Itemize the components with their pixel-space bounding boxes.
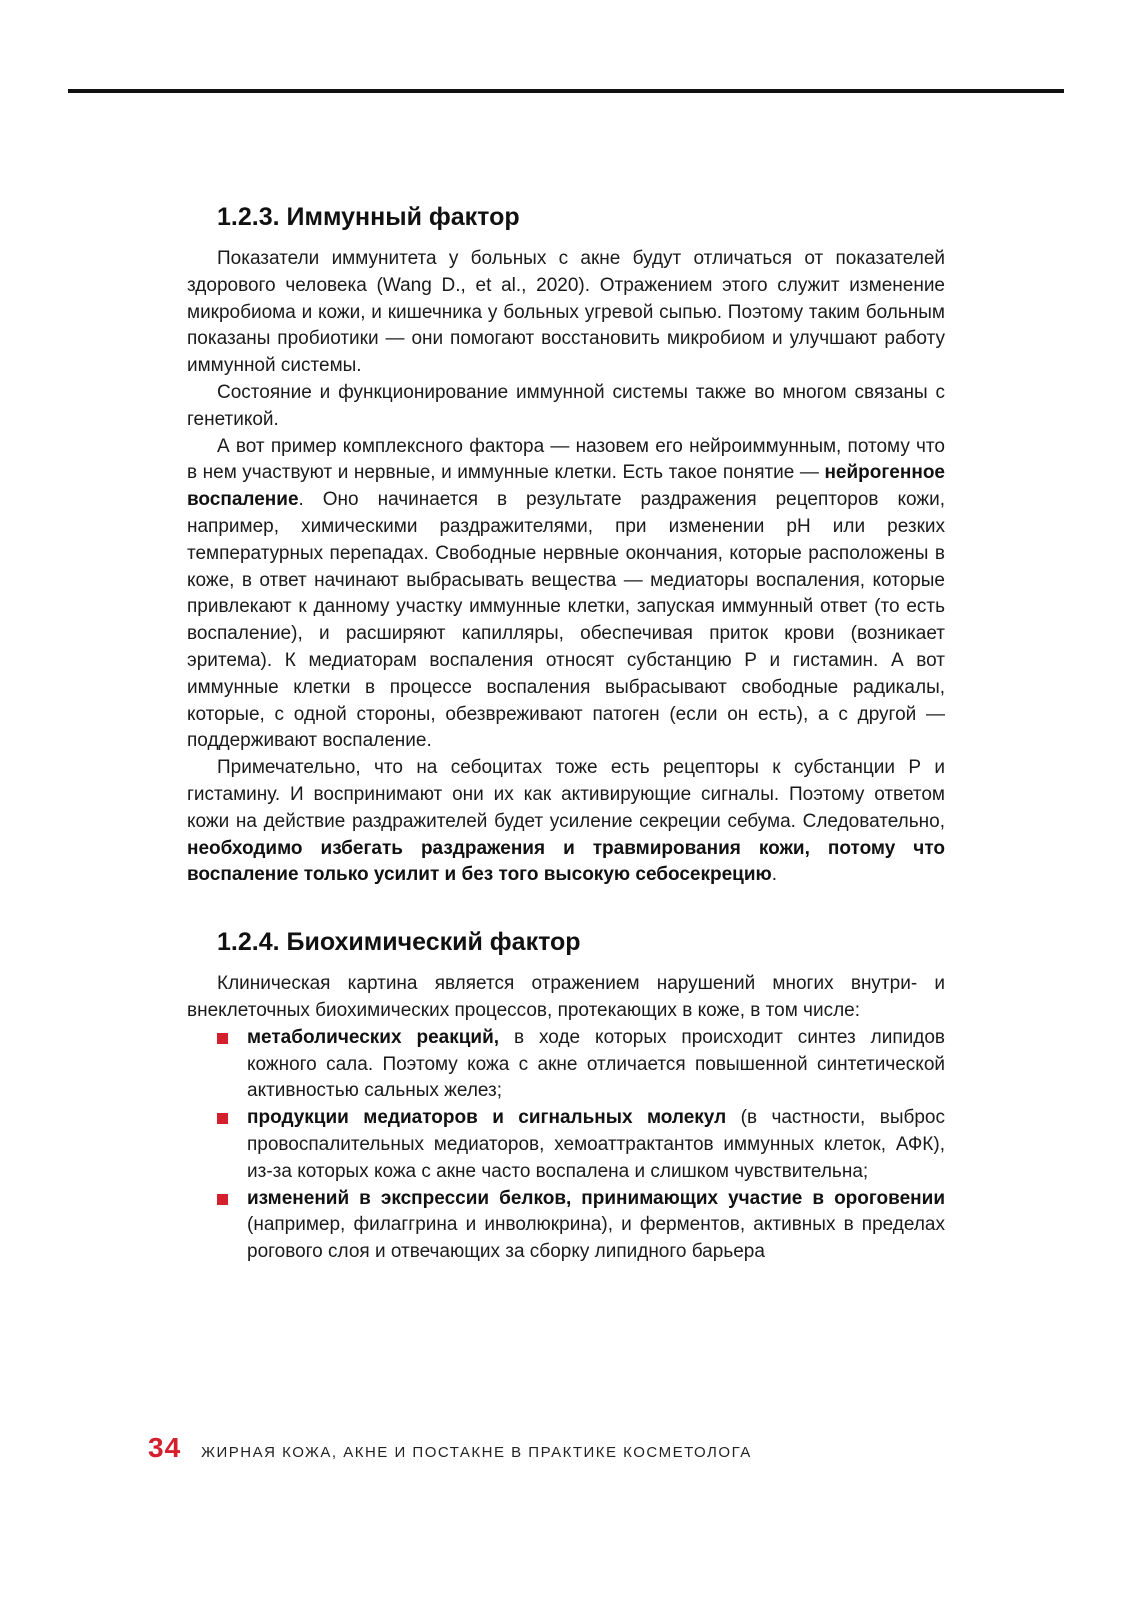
page-footer xyxy=(148,1432,752,1464)
bullet-square-icon xyxy=(217,1113,228,1124)
text-run: А вот пример комплексного фактора — назовем его нейроиммунным, потому что в нем участвуют и нервные, и иммунные клетки. Есть такое понятие — xyxy=(187,435,945,484)
text-run: (например, филаггрина и инволюкрина), и ферментов, активных в пределах рогового слоя и отвечающих за сборку липидного барьера xyxy=(247,1214,945,1263)
text-run: (в частности, выброс провоспалительных медиаторов, хемоаттрактантов иммунных клеток, АФК), из-за которых кожа с акне часто воспалена и слишком чувствительна; xyxy=(247,1107,945,1182)
bold-term: необходимо избегать раздражения и травмирования кожи, потому что воспаление только усилит и без того высокую себосекрецию xyxy=(187,837,945,886)
paragraph xyxy=(187,380,945,434)
bullet-list xyxy=(187,1025,945,1266)
text-run: Показатели иммунитета у больных с акне будут отличаться от показателей здорового человека (Wang D., et al., 2020). Отражением этого служит изменение микробиома и кожи, и кишечника у больных угревой сыпью. Поэтому таким больным показаны пробиотики — они помогают восстановить микробиом и улучшают работу иммунной системы. xyxy=(187,248,945,377)
bullet-square-icon xyxy=(217,1194,228,1205)
section-heading-biochemical: 1.2.4. Биохимический фактор xyxy=(217,928,581,957)
text-run: Примечательно, что на себоцитах тоже есть рецепторы к субстанции Р и гистамину. И воспринимают они их как активирующие сигналы. Поэтому ответом кожи на действие раздражителей будет усиление секреции себума. Следовательно, xyxy=(187,757,945,832)
page-content xyxy=(187,200,945,1266)
bullet-square-icon xyxy=(217,1033,228,1044)
list-item-text xyxy=(247,1027,945,1102)
bold-term: продукции медиаторов и сигнальных молекул xyxy=(247,1107,727,1129)
list-item xyxy=(187,1025,945,1105)
bold-term: метаболических реакций, xyxy=(247,1026,500,1048)
paragraph-intro: Клиническая картина является отражением нарушений многих внутри- и внеклеточных биохимических процессов, протекающих в коже, в том числе: xyxy=(187,973,945,1021)
top-rule xyxy=(68,89,1064,93)
list-item-text xyxy=(247,1188,945,1263)
bold-term: изменений в экспрессии белков, принимающих участие в ороговении xyxy=(247,1187,945,1209)
running-title: ЖИРНАЯ КОЖА, АКНЕ И ПОСТАКНЕ В ПРАКТИКЕ КОСМЕТОЛОГА xyxy=(201,1444,752,1461)
list-item xyxy=(187,1105,945,1185)
page-number: 34 xyxy=(148,1432,182,1463)
text-run: в ходе которых происходит синтез липидов кожного сала. Поэтому кожа с акне отличается повышенной синтетической активностью сальных желез; xyxy=(247,1026,945,1102)
paragraph xyxy=(187,434,945,756)
section-body-immune xyxy=(187,246,945,889)
list-item xyxy=(187,1186,945,1266)
text-run: Состояние и функционирование иммунной системы также во многом связаны с генетикой. xyxy=(187,381,945,430)
section-heading-immune: 1.2.3. Иммунный фактор xyxy=(217,203,520,231)
bold-term: нейрогенное воспаление xyxy=(187,462,945,511)
paragraph xyxy=(187,246,945,380)
text-run: . xyxy=(771,864,778,886)
list-item-text xyxy=(247,1107,945,1182)
text-run: . Оно начинается в результате раздражения рецепторов кожи, например, химическими раздражителями, при изменении pH или резких температурных перепадах. Свободные нервные окончания, которые расположены в коже, в ответ начинают выбрасывать вещества — медиаторы воспаления, которые привлекают к данному участку иммунные клетки, запуская иммунный ответ (то есть воспаление), и расширяют капилляры, обеспечивая приток крови (возникает эритема). К медиаторам воспаления относят субстанцию Р и гистамин. А вот иммунные клетки в процессе воспаления выбрасывают свободные радикалы, которые, с одной стороны, обезвреживают патоген (если он есть), а с другой — поддерживают воспаление. xyxy=(187,489,945,752)
paragraph xyxy=(187,755,945,889)
